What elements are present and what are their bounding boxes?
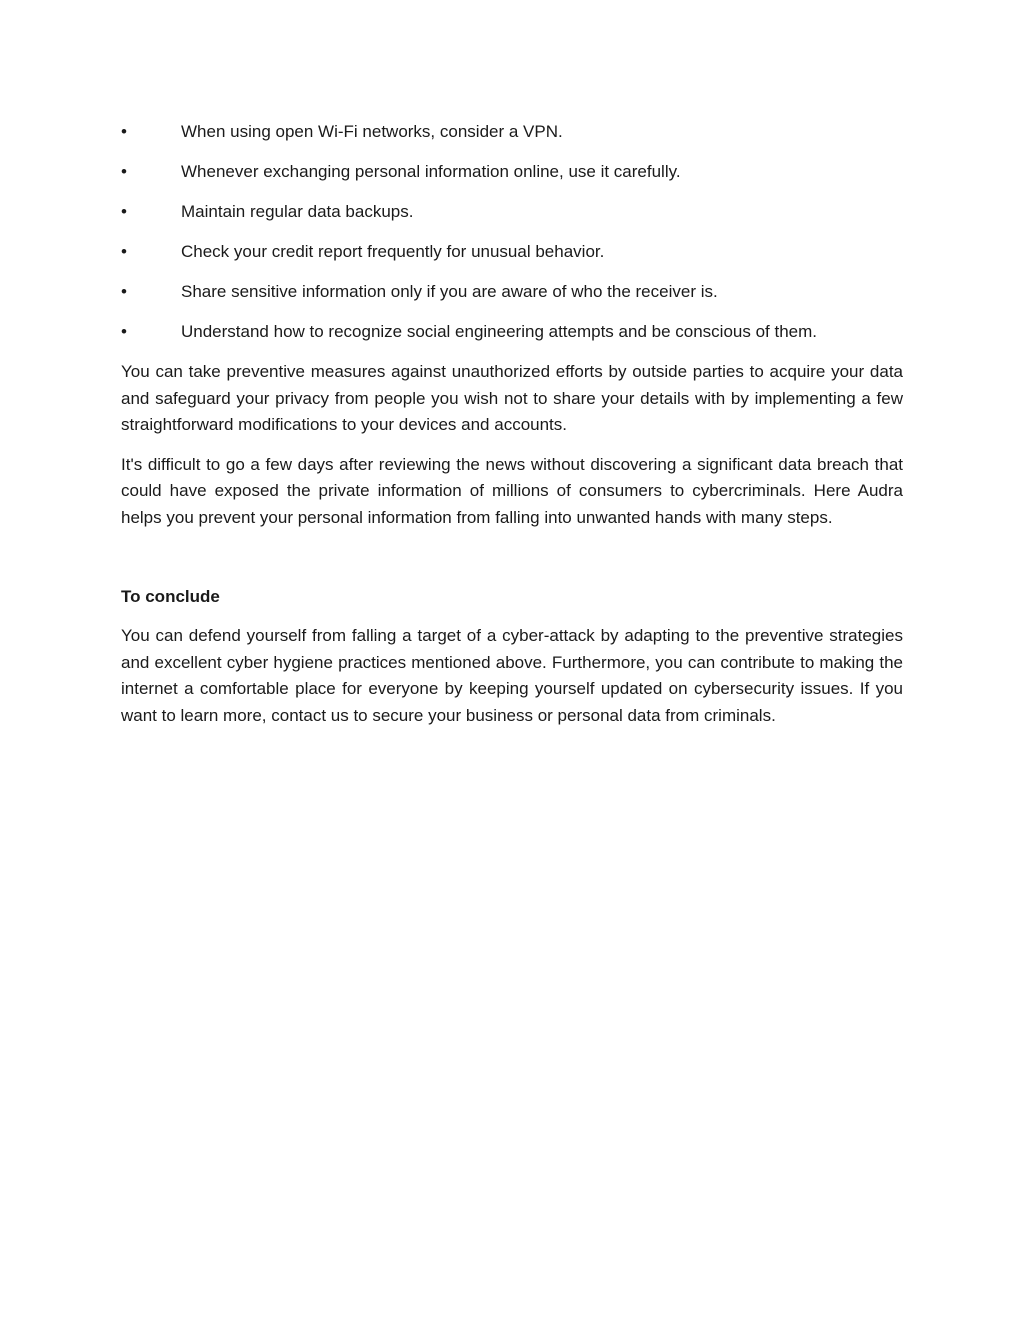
paragraph-data-breach: It's difficult to go a few days after reviewing the news without discovering a significant data breach that could have exposed the private information of millions of consumers to cybercriminals. Here Audra helps you prevent your personal information from falling into unwanted hands with many steps. bbox=[121, 454, 903, 527]
bullet-icon: • bbox=[121, 162, 127, 181]
bullet-icon: • bbox=[121, 322, 127, 341]
conclusion-heading: To conclude bbox=[121, 587, 220, 606]
document-page bbox=[121, 119, 903, 742]
bullet-icon: • bbox=[121, 242, 127, 261]
bullet-icon: • bbox=[121, 122, 127, 141]
list-item bbox=[121, 199, 903, 239]
list-item-text: Understand how to recognize social engineering attempts and be conscious of them. bbox=[181, 322, 817, 341]
list-item-text: Check your credit report frequently for unusual behavior. bbox=[181, 242, 605, 261]
bullet-icon: • bbox=[121, 282, 127, 301]
list-item bbox=[121, 119, 903, 159]
list-item-text: Share sensitive information only if you are aware of who the receiver is. bbox=[181, 282, 718, 301]
list-item bbox=[121, 319, 903, 359]
list-item-text: Maintain regular data backups. bbox=[181, 202, 414, 221]
section-spacer bbox=[121, 544, 903, 584]
list-item-text: When using open Wi-Fi networks, consider a VPN. bbox=[181, 122, 563, 141]
tips-list bbox=[121, 119, 903, 359]
paragraph-preventive-measures: You can take preventive measures against unauthorized efforts by outside parties to acquire your data and safeguard your privacy from people you wish not to share your details with by implementing a few straightforward modifications to your devices and accounts. bbox=[121, 362, 903, 434]
bullet-icon: • bbox=[121, 202, 127, 221]
conclusion-paragraph: You can defend yourself from falling a target of a cyber-attack by adapting to the preventive strategies and excellent cyber hygiene practices mentioned above. Furthermore, you can contribute to making the internet a comfortable place for everyone by keeping yourself updated on cybersecurity issues. If you want to learn more, contact us to secure your business or personal data from criminals. bbox=[121, 626, 903, 725]
list-item bbox=[121, 159, 903, 199]
list-item-text: Whenever exchanging personal information online, use it carefully. bbox=[181, 162, 681, 181]
list-item bbox=[121, 279, 903, 319]
list-item bbox=[121, 239, 903, 279]
